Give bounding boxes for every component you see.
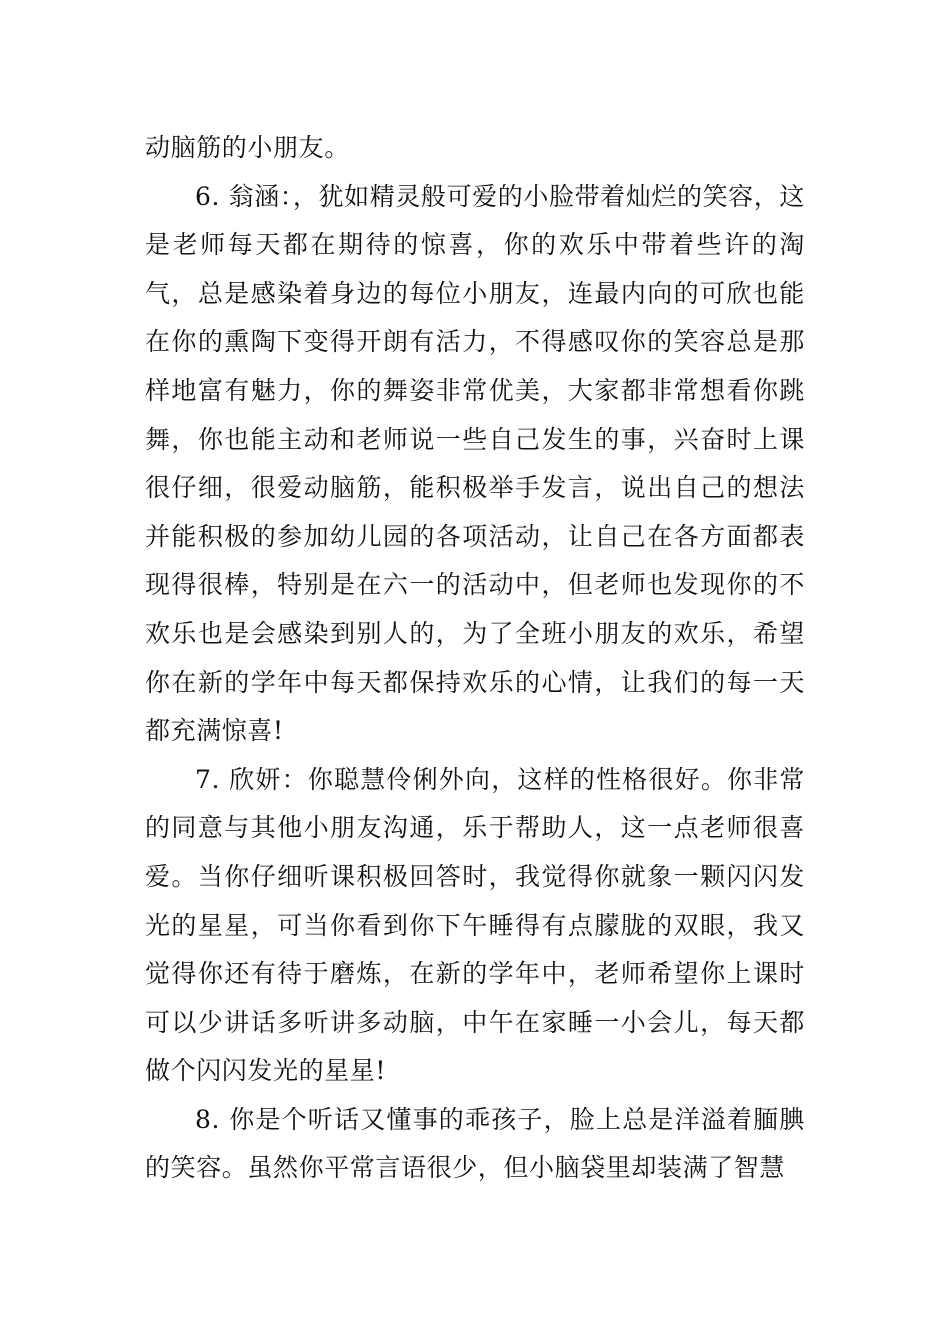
paragraph-item-6: 6. 翁涵：，犹如精灵般可爱的小脸带着灿烂的笑容，这是老师每天都在期待的惊喜，你的欢乐中带着些许的淘气，总是感染着身边的每位小朋友，连最内向的可欣也能在你的熏陶下变得开朗有活力，不得感叹你的笑容总是那样地富有魅力，你的舞姿非常优美，大家都非常想看你跳舞，你也能主动和老师说一些自己发生的事，兴奋时上课很仔细，很爱动脑筋，能积极举手发言，说出自己的想法并能积极的参加幼儿园的各项活动，让自己在各方面都表现得很棒，特别是在六一的活动中，但老师也发现你的不欢乐也是会感染到别人的，为了全班小朋友的欢乐，希望你在新的学年中每天都保持欢乐的心情，让我们的每一天都充满惊喜! bbox=[145, 181, 805, 746]
paragraph-continued: 动脑筋的小朋友。 bbox=[145, 133, 350, 162]
paragraph-item-8: 8. 你是个听话又懂事的乖孩子，脸上总是洋溢着腼腆的笑容。虽然你平常言语很少，但小脑袋里却装满了智慧 bbox=[145, 1104, 805, 1183]
paragraph-item-7: 7. 欣妍：你聪慧伶俐外向，这样的性格很好。你非常的同意与其他小朋友沟通，乐于帮助人，这一点老师很喜爱。当你仔细听课积极回答时，我觉得你就象一颗闪闪发光的星星，可当你看到你下午睡得有点朦胧的双眼，我又觉得你还有待于磨炼，在新的学年中，老师希望你上课时可以少讲话多听讲多动脑，中午在家睡一小会儿，每天都做个闪闪发光的星星! bbox=[145, 764, 805, 1086]
document-body bbox=[145, 124, 805, 1193]
